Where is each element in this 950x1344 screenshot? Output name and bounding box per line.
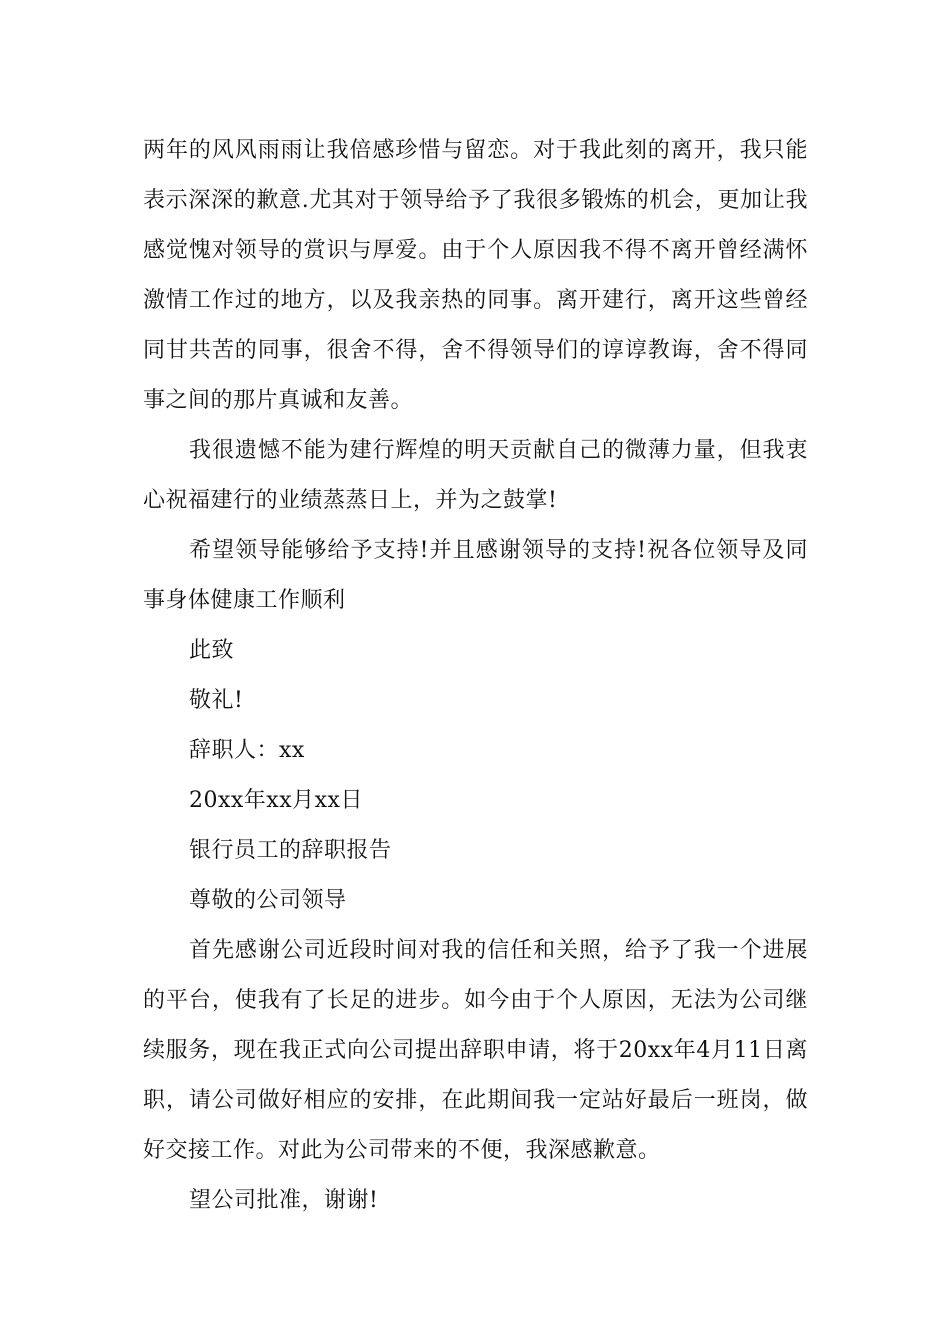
- greeting-line: 尊敬的公司领导: [189, 888, 347, 913]
- paragraph-approval-request: 望公司批准，谢谢!: [189, 1188, 379, 1213]
- date-line: 20xx年xx月xx日: [189, 788, 363, 813]
- paragraph-farewell: 两年的风风雨雨让我倍感珍惜与留恋。对于我此刻的离开，我只能表示深深的歉意.尤其对于领导给予了我很多锻炼的机会，更加让我感觉愧对领导的赏识与厚爱。由于个人原因我不得不离开曾经满怀激情工作过的地方，以及我亲热的同事。离开建行，离开这些曾经同甘共苦的同事，很舍不得，舍不得领导们的谆谆教诲，舍不得同事之间的那片真诚和友善。: [143, 138, 808, 413]
- paragraph-regret: 我很遗憾不能为建行辉煌的明天贡献自己的微薄力量，但我衷心祝福建行的业绩蒸蒸日上，并为之鼓掌!: [143, 438, 808, 513]
- paragraph-resignation-body: 首先感谢公司近段时间对我的信任和关照，给予了我一个进展的平台，使我有了长足的进步。如今由于个人原因，无法为公司继续服务，现在我正式向公司提出辞职申请，将于20xx年4月11日离职，请公司做好相应的安排，在此期间我一定站好最后一班岗，做好交接工作。对此为公司带来的不便，我深感歉意。: [143, 938, 808, 1163]
- document-body: [143, 126, 808, 1226]
- closing-salutation: 此致: [189, 638, 235, 663]
- closing-regards: 敬礼!: [189, 688, 244, 713]
- paragraph-hope: 希望领导能够给予支持!并且感谢领导的支持!祝各位领导及同事身体健康工作顺利: [143, 538, 808, 613]
- section-title: 银行员工的辞职报告: [189, 838, 392, 863]
- signature-line: 辞职人：xx: [189, 738, 305, 763]
